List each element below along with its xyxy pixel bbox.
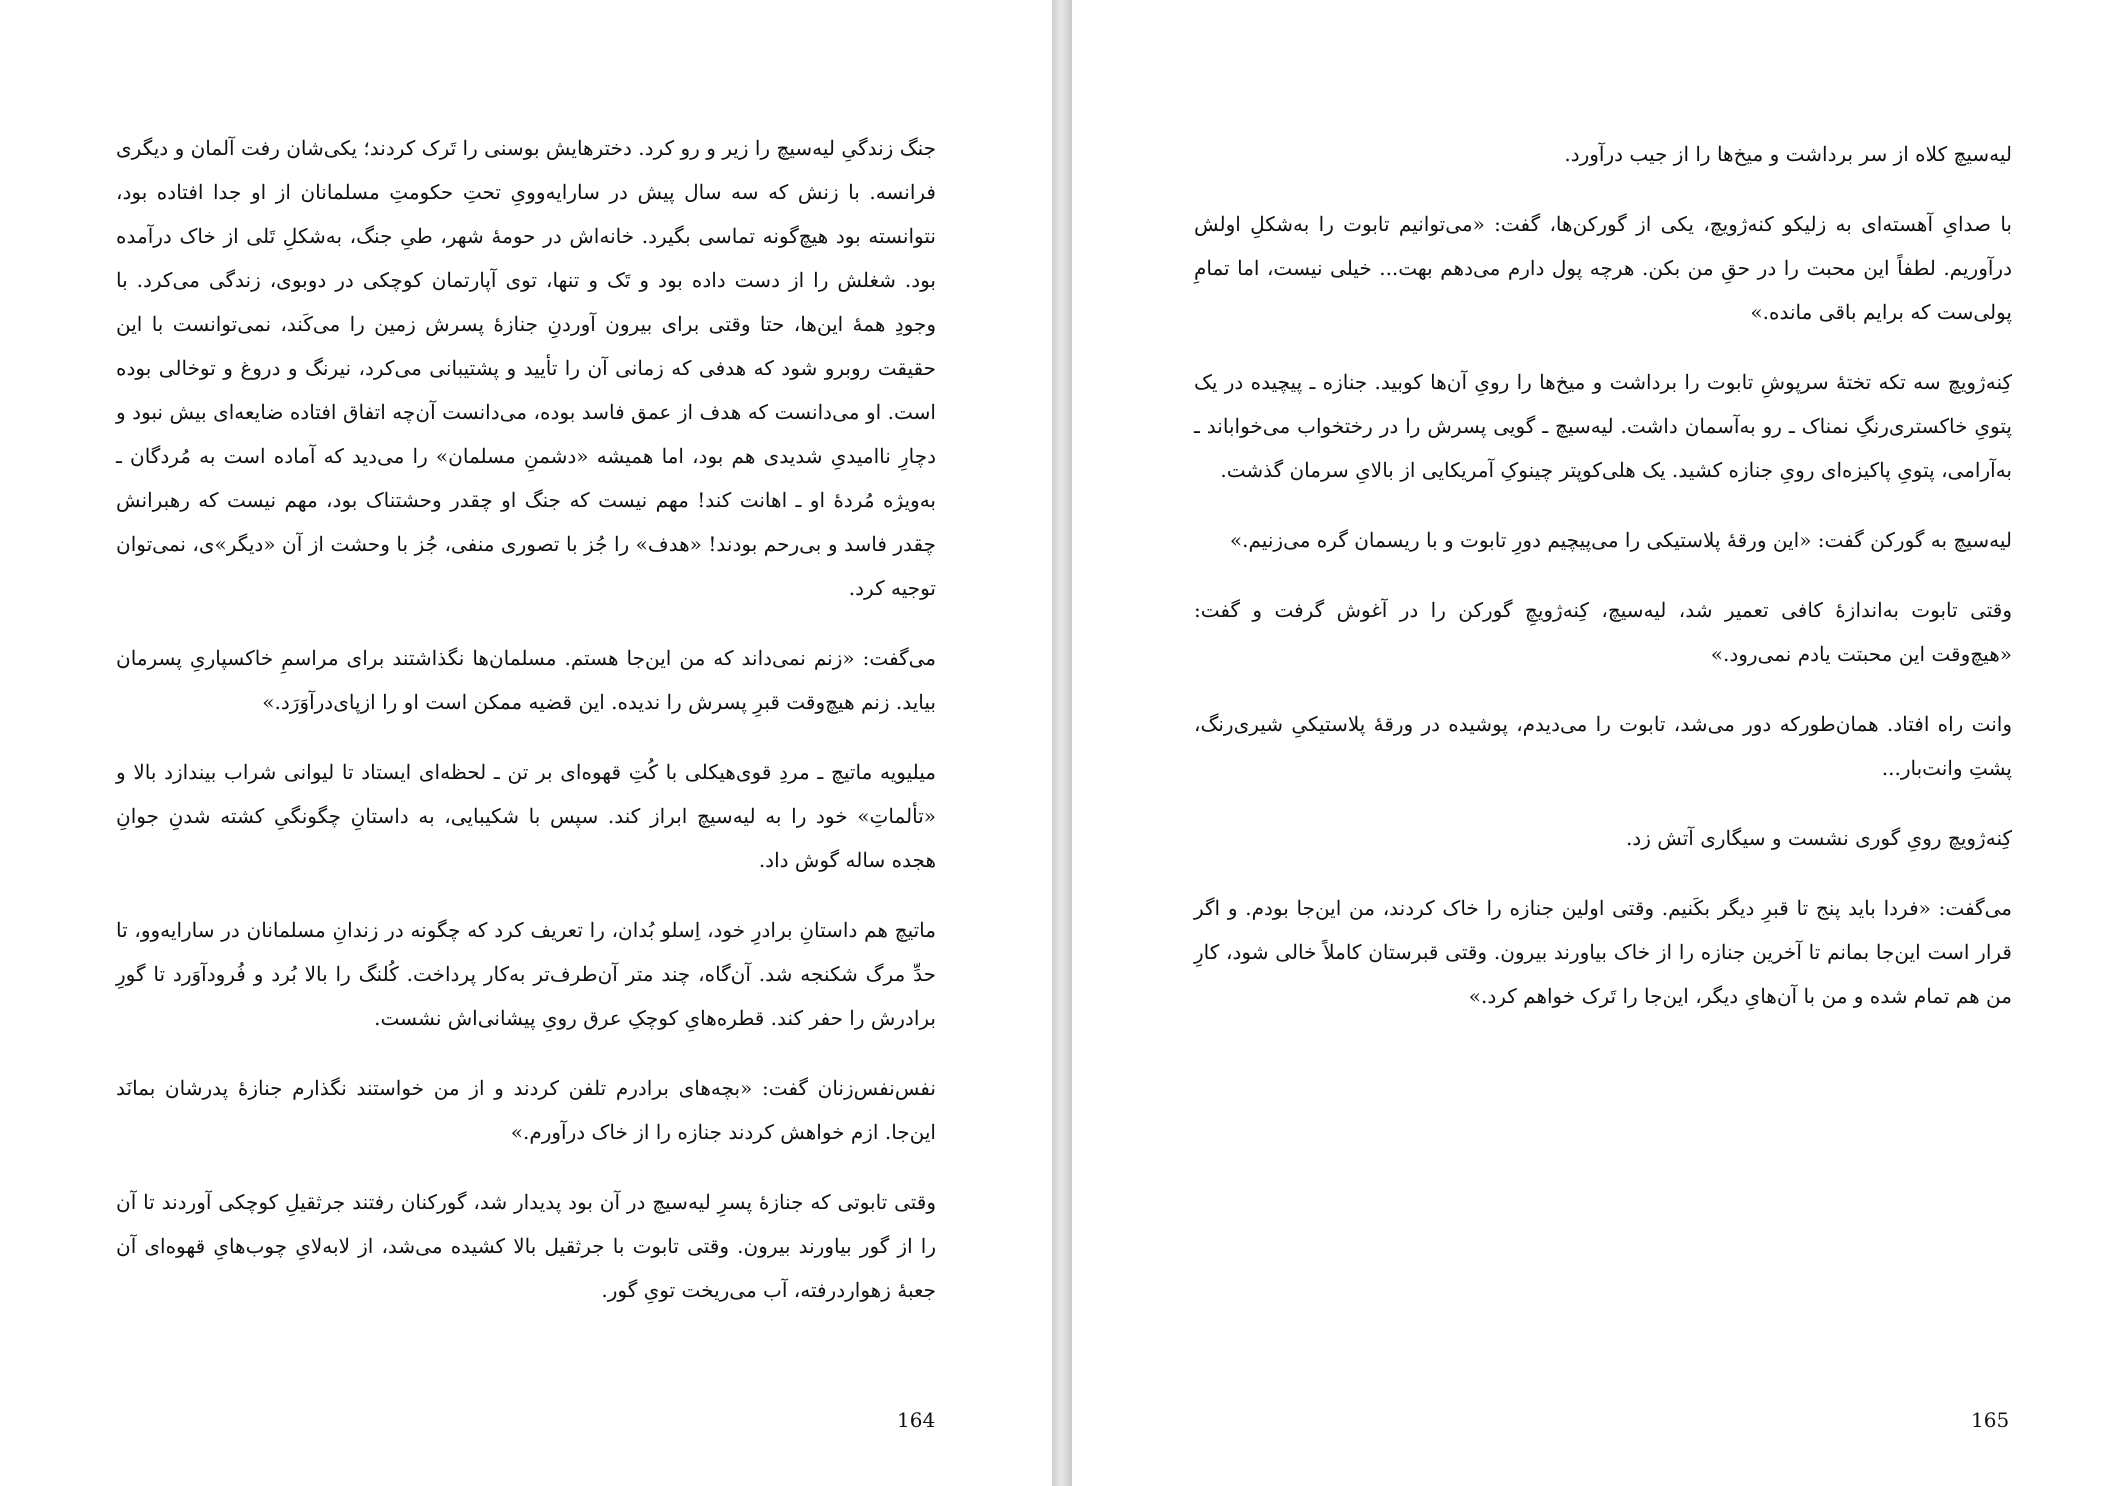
right-page-body [1194,132,2012,1044]
left-page [0,0,1052,1486]
right-page [1072,0,2122,1486]
right-page-number: 165 [1971,1408,2010,1432]
right-paragraph-6: وانت راه افتاد. همان‌طورکه دور می‌شد، تابوت را می‌دیدم، پوشیده در ورقهٔ پلاستیکیِ شیری‌رنگ، پشتِ وانت‌بار... [1194,712,2013,780]
right-paragraph-1: لیه‌سیچ کلاه از سر برداشت و میخ‌ها را از جیب درآورد. [1564,142,2012,166]
right-paragraph-3: کِنه‌ژویچ سه تکه تختهٔ سرپوشِ تابوت را برداشت و میخ‌ها را رویِ آن‌ها کوبید. جنازه ـ پیچیده در یک پتویِ خاکستری‌رنگِ نمناک ـ رو به‌آسمان داشت. لیه‌سیچ ـ گویی پسرش را در رختخواب می‌خواباند ـ به‌آرامی، پتویِ پاکیزه‌ای رویِ جنازه کشید. یک هلی‌کوپتر چینوکِ آمریکایی از بالایِ سرمان گذشت. [1194,370,2012,482]
left-paragraph-3: میلیویه ماتیچ ـ مردِ قوی‌هیکلی با کُتِ قهوه‌ای بر تن ـ لحظه‌ای ایستاد تا لیوانی شراب بیندازد بالا و «تألماتِ» خود را به لیه‌سیچ ابراز کند. سپس با شکیبایی، به داستانِ چگونگیِ کشته شدنِ جوانِ هجده ساله گوش داد. [116,760,936,872]
right-paragraph-2: با صدایِ آهسته‌ای به زلیکو کنه‌ژویچ، یکی از گورکن‌ها، گفت: «می‌توانیم تابوت را به‌شکلِ اولش درآوریم. لطفاً این محبت را در حقِ من بکن. هرچه پول دارم می‌دهم بهت... خیلی نیست، اما تمامِ پولی‌ست که برایم باقی مانده.» [1194,212,2012,324]
left-paragraph-2: می‌گفت: «زنم نمی‌داند که من این‌جا هستم. مسلمان‌ها نگذاشتند برای مراسمِ خاکسپاریِ پسرمان بیاید. زنم هیچ‌وقت قبرِ پسرش را ندیده. این قضیه ممکن است او را ازپای‌درآوَرَد.» [116,646,936,714]
right-paragraph-4: لیه‌سیچ به گورکن گفت: «این ورقهٔ پلاستیکی را می‌پیچیم دورِ تابوت و با ریسمان گره می‌زنیم.» [1229,528,2012,552]
left-page-number: 164 [897,1408,936,1432]
right-paragraph-8: می‌گفت: «فردا باید پنج تا قبرِ دیگر بکَنیم. وقتی اولین جنازه را خاک کردند، من این‌جا بودم. و اگر قرار است این‌جا بمانم تا آخرین جنازه را از خاک بیاورند بیرون. وقتی قبرستان کاملاً خالی شود، کارِ من هم تمام شده و من با آن‌هایِ دیگر، این‌جا را تَرک خواهم کرد.» [1194,896,2012,1008]
left-paragraph-6: وقتی تابوتی که جنازهٔ پسرِ لیه‌سیچ در آن بود پدیدار شد، گورکنان رفتند جرثقیلِ کوچکی آوردند تا آن را از گور بیاورند بیرون. وقتی تابوت با جرثقیل بالا کشیده می‌شد، از لابه‌لایِ چوب‌هایِ قهوه‌ای آن جعبهٔ زهواردرفته، آب می‌ریخت تویِ گور. [116,1190,936,1302]
left-paragraph-4: ماتیچ هم داستانِ برادرِ خود، اِسلو بُدان، را تعریف کرد که چگونه در زندانِ مسلمانان در سارایه‌وو، تا حدِّ مرگ شکنجه شد. آن‌گاه، چند متر آن‌طرف‌تر به‌کار پرداخت. کُلنگ را بالا بُرد و فُرودآوَرد تا گورِ برادرش را حفر کند. قطره‌هایِ کوچکِ عرق رویِ پیشانی‌اش نشست. [116,918,937,1030]
left-paragraph-5: نفس‌نفس‌زنان گفت: «بچه‌های برادرم تلفن کردند و از من خواستند نگذارم جنازهٔ پدرشان بمانَد این‌جا. ازم خواهش کردند جنازه را از خاک درآورم.» [116,1076,936,1144]
left-page-body [116,126,936,1338]
left-paragraph-1: جنگ زندگیِ لیه‌سیچ را زیر و رو کرد. دخترهایش بوسنی را تَرک کردند؛ یکی‌شان رفت آلمان و دیگری فرانسه. با زنش که سه سال پیش در سارایه‌وویِ تحتِ حکومتِ مسلمانان از او جدا افتاده بود، نتوانسته بود هیچ‌گونه تماسی بگیرد. خانه‌اش در حومهٔ شهر، طیِ جنگ، به‌شکلِ تَلی از خاک درآمده بود. شغلش را از دست داده بود و تَک و تنها، توی آپارتمان کوچکی در دوبوی، زندگی می‌کرد. با وجودِ همهٔ این‌ها، حتا وقتی برای بیرون آوردنِ جنازهٔ پسرش زمین را می‌کَند، نمی‌توانست با این حقیقت روبرو شود که هدفی که زمانی آن را تأیید و پشتیبانی می‌کرد، نیرنگ و دروغ و توخالی بوده است. او می‌دانست که هدف از عمق فاسد بوده، می‌دانست آن‌چه اتفاق افتاده ضایعه‌ای بیش نبود و دچارِ ناامیدیِ شدیدی هم بود، اما همیشه «دشمنِ مسلمان» را می‌دید که آماده است به مُردگان ـ به‌ویژه مُردهٔ او ـ اهانت کند! مهم نیست که جنگ او چقدر وحشتناک بود، مهم نیست که رهبرانش چقدر فاسد و بی‌رحم بودند! «هدف» را جُز با تصوری منفی، جُز با وحشت از آن «دیگر»ی، نمی‌توان توجیه کرد. [116,136,936,600]
right-paragraph-7: کِنه‌ژویچ رویِ گوری نشست و سیگاری آتش زد. [1625,826,2012,850]
right-paragraph-5: وقتی تابوت به‌اندازهٔ کافی تعمیر شد، لیه‌سیچ، کِنه‌ژویچِ گورکن را در آغوش گرفت و گفت: «هیچ‌وقت این محبتت یادم نمی‌رود.» [1194,598,2012,666]
book-gutter [1052,0,1072,1486]
